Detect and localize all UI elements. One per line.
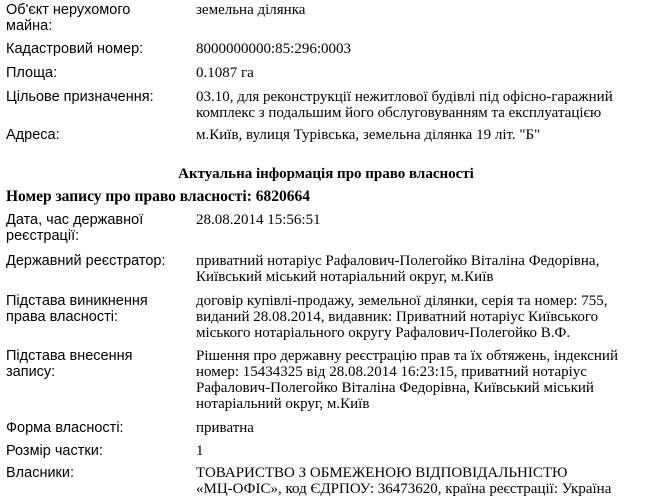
ownership-row-value-line: Рішення про державну реєстрацію прав та їх обтяжень, індексний [196,348,618,364]
ownership-row-label-line: Підстава виникнення [6,293,148,309]
purpose-label: Цільове призначення: [6,89,154,105]
ownership-row-label [6,212,186,244]
area-value: 0.1087 га [196,65,254,81]
ownership-row-label-line: Форма власності: [6,420,124,436]
address-label: Адреса: [6,127,60,143]
ownership-record-title: Номер запису про право власності: 6820664 [6,188,311,205]
ownership-row-value-line: приватна [196,420,254,436]
ownership-row-value-line: Київський міський нотаріальний округ, м.Київ [196,269,494,285]
purpose-value [196,89,652,121]
ownership-row-label-line: Розмір частки: [6,443,103,459]
ownership-row-label-line: Власники: [6,465,75,481]
area-label: Площа: [6,65,58,81]
cadastral-label: Кадастровий номер: [6,41,144,57]
object-value: земельна ділянка [196,2,306,18]
ownership-row-label-line: Державний реєстратор: [6,253,166,269]
ownership-row-value-line: номер: 15434325 від 28.08.2014 16:23:15, приватний нотаріус [196,364,587,380]
ownership-row-value [196,293,652,341]
ownership-row-label-line: Дата, час державної [6,212,144,228]
ownership-row-value-line: «МЦ-ОФІС», код ЄДРПОУ: 36473620, країна реєстрації: Україна [196,481,612,497]
purpose-value-line: комплекс з подальшим його обслуговуванням та експлуатацією [196,105,602,121]
ownership-row-label [6,253,186,269]
ownership-row-value [196,465,652,497]
ownership-row-value [196,348,652,412]
purpose-value-line: 03.10, для реконструкції нежитлової будівлі під офісно-гаражний [196,89,613,105]
ownership-row-value-line: приватний нотаріус Рафалович-Полегойко Віталіна Федорівна, [196,253,600,269]
ownership-row-label [6,293,186,325]
ownership-row-label [6,348,186,380]
ownership-row-value-line: договір купівлі-продажу, земельної ділянки, серія та номер: 755, [196,293,608,309]
ownership-row-label-line: Підстава внесення [6,348,133,364]
object-label [6,2,186,34]
cadastral-value: 8000000000:85:296:0003 [196,41,352,57]
ownership-row-value [196,253,652,285]
ownership-row-label-line: запису: [6,364,56,380]
ownership-row-value-line: міського нотаріального округу Рафалович-Полегойко В.Ф. [196,325,571,341]
ownership-row-value [196,443,652,459]
ownership-row-value-line: виданий 28.08.2014, видавник: Приватний нотаріус Київського [196,309,599,325]
ownership-row-value-line: 28.08.2014 15:56:51 [196,212,321,228]
ownership-row-label [6,443,186,459]
ownership-row-value [196,420,652,436]
ownership-row-value-line: нотаріальний округ, м.Київ [196,396,370,412]
ownership-row-label [6,465,186,481]
object-label-line: майна: [6,18,53,34]
ownership-row-label-line: реєстрації: [6,228,80,244]
address-value: м.Київ, вулиця Турівська, земельна ділянка 19 літ. "Б" [196,127,541,143]
ownership-row-value-line: ТОВАРИСТВО З ОБМЕЖЕНОЮ ВІДПОВІДАЛЬНІСТЮ [196,465,568,481]
ownership-row-label [6,420,186,436]
ownership-row-value [196,212,652,228]
ownership-section-title: Актуальна інформація про право власності [178,166,474,182]
object-label-line: Об'єкт нерухомого [6,2,131,18]
ownership-row-value-line: Рафалович-Полегойко Віталіна Федорівна, Київський міський [196,380,594,396]
ownership-row-label-line: права власності: [6,309,118,325]
ownership-row-value-line: 1 [196,443,204,459]
